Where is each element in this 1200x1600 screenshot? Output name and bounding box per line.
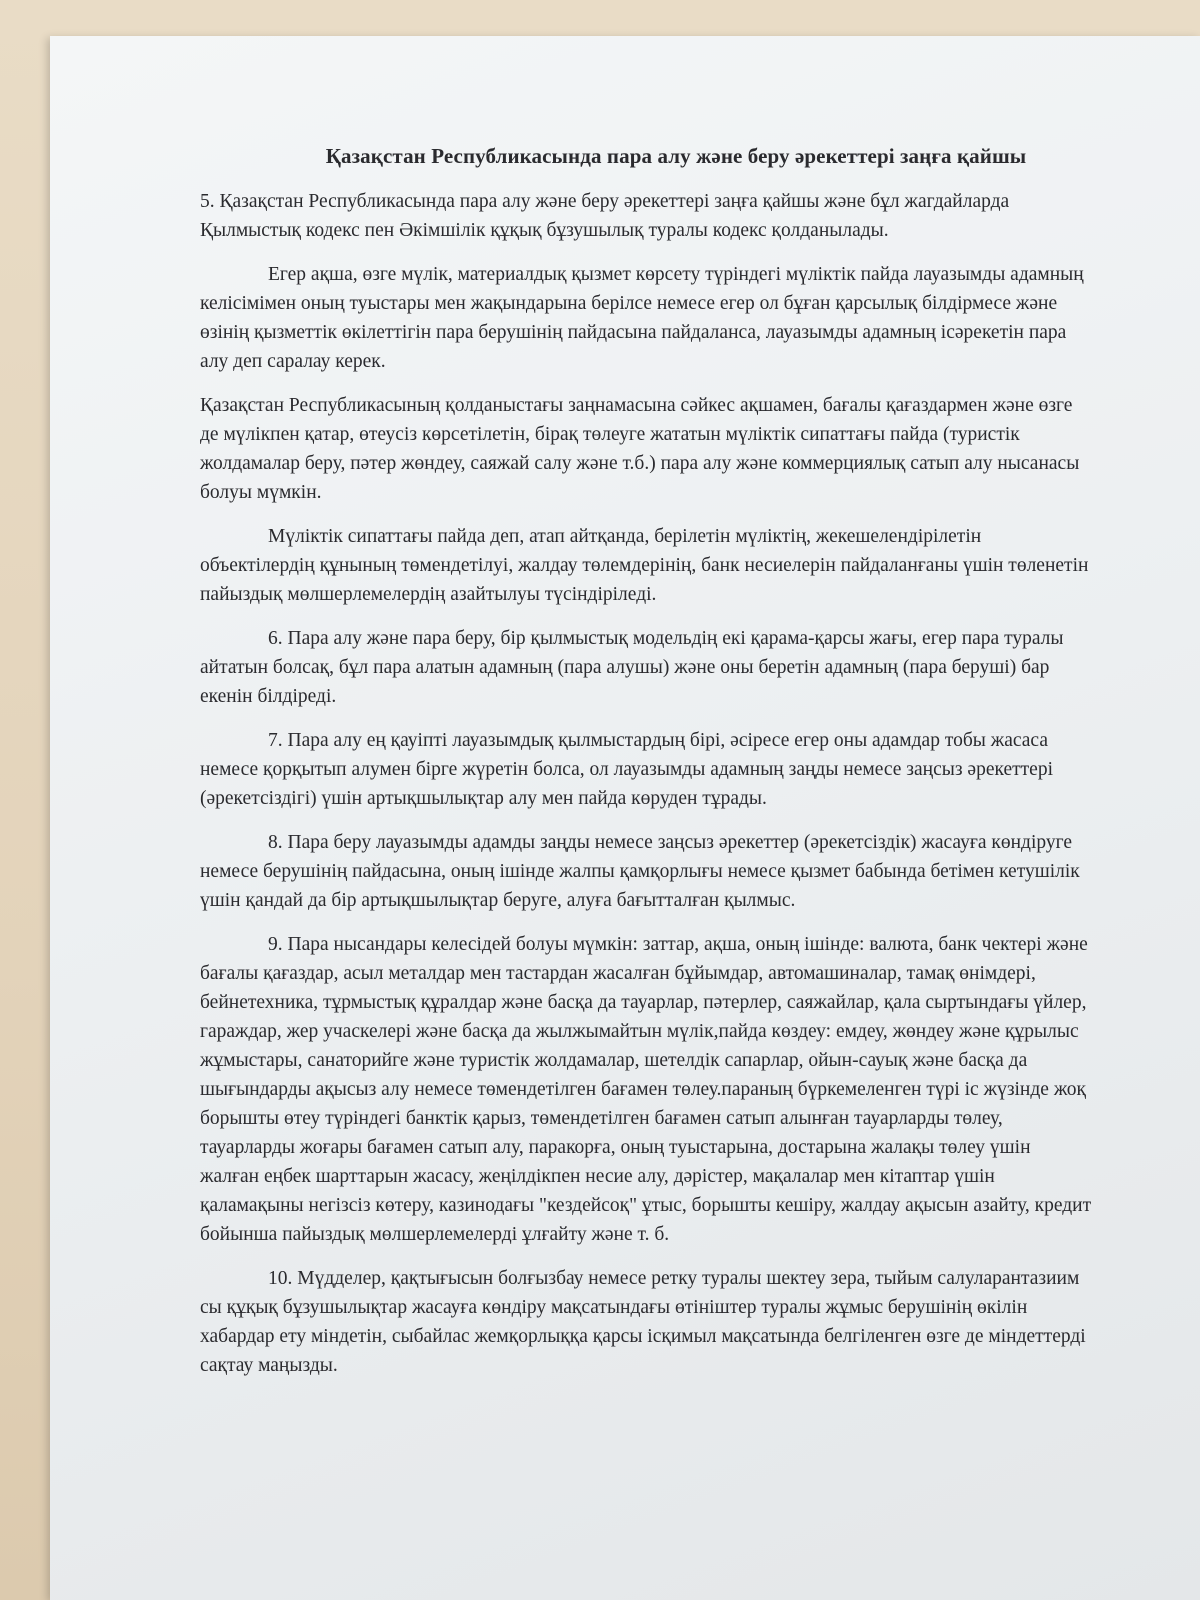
paragraph-legislation: Қазақстан Республикасының қолданыстағы заңнамасына сәйкес ақшамен, бағалы қағаздармен және өзге де мүлікпен қатар, өтеусіз көрсетілетін, бірақ төлеуге жататын мүліктік сипаттағы пайда (туристік жолдамалар беру, пәтер жөндеу, саяжай салу және т.б.) пара алу және коммерциялық сатып алу нысанасы болуы мүмкін. — [200, 395, 1080, 503]
paragraph-bribe-definition: Егер ақша, өзге мүлік, материалдық қызмет көрсету түріндегі мүліктік пайда лауазымды адамның келісімімен оның туыстары мен жақындарына берілсе немесе егер ол бұған қарсылық білдірмесе және өзінің қызметтік өкілеттігін пара берушінің пайдасына пайдаланса, лауазымды адамның ісәрекетін пара алу деп саралау керек. — [200, 264, 1084, 372]
paragraph-property-benefit: Мүліктік сипаттағы пайда деп, атап айтқанда, берілетін мүліктің, жекешелендірілетін объектілердің құнының төмендетілуі, жалдау төлемдерінің, банк несиелерін пайдаланғаны үшін төленетін пайыздық мөлшерлемелердің азайтылуы түсіндіріледі. — [200, 526, 1089, 605]
document-title: Қазақстан Республикасында пара алу және беру әрекеттері заңға қайшы — [325, 144, 1027, 168]
paragraph-6: 6. Пара алу және пара беру, бір қылмыстық модельдің екі қарама-қарсы жағы, егер пара туралы айтатын болсақ, бұл пара алатын адамның (пара алушы) және оны беретін адамның (пара беруші) бар екенін білдіреді. — [200, 628, 1064, 707]
paragraph-10: 10. Мүдделер, қақтығысын болғызбау немесе ретку туралы шектеу зера, тыйым салуларантазиим сы құқық бұзушылықтар жасауға көндіру мақсатындағы өтініштер туралы жұмыс берушінің өкілін хабардар ету міндетін, сыбайлас жемқорлыққа қарсы ісқимыл мақсатында белгіленген өзге де міндеттерді сақтау маңызды. — [200, 1268, 1086, 1376]
paragraph-8: 8. Пара беру лауазымды адамды заңды немесе заңсыз әрекеттер (әрекетсіздік) жасауға көндіруге немесе берушінің пайдасына, оның ішінде жалпы қамқорлығы немесе қызмет бабында бетімен кетушілік үшін қандай да бір артықшылықтар беруге, алуға бағытталған қылмыс. — [200, 832, 1080, 911]
document-page — [50, 36, 1200, 1600]
paragraph-7: 7. Пара алу ең қауіпті лауазымдық қылмыстардың бірі, әсіресе егер оны адамдар тобы жасаса немесе қорқытып алумен бірге жүретін болса, ол лауазымды адамның заңды немесе заңсыз әрекеттері (әрекетсіздігі) үшін артықшылықтар алу мен пайда көруден тұрады. — [200, 730, 1054, 809]
paragraph-5: 5. Қазақстан Республикасында пара алу және беру әрекеттері заңға қайшы және бұл жагдайларда Қылмыстық кодекс пен Әкімшілік құқық бұзушылық туралы кодекс қолданылады. — [200, 191, 1010, 241]
paragraph-9: 9. Пара нысандары келесідей болуы мүмкін: заттар, ақша, оның ішінде: валюта, банк чектері және бағалы қағаздар, асыл металдар мен тастардан жасалған бұйымдар, автомашиналар, тамақ өнімдері, бейнетехника, тұрмыстық құралдар және басқа да тауарлар, пәтерлер, саяжайлар, қала сыртындағы үйлер, гараждар, жер учаскелері және басқа да жылжымайтын мүлік,пайда көздеу: емдеу, жөндеу және құрылыс жұмыстары, санаторийге және туристік жолдамалар, шетелдік сапарлар, ойын-сауық және басқа да шығындарды ақысыз алу немесе төмендетілген бағамен төлеу.параның бүркемеленген түрі іс жүзінде жоқ борышты өтеу түріндегі банктік қарыз, төмендетілген бағамен сатып алынған тауарларды төлеу, тауарларды жоғары бағамен сатып алу, паракорға, оның туыстарына, достарына жалақы төлеу үшін жалған еңбек шарттарын жасасу, жеңілдікпен несие алу, дәрістер, мақалалар мен кітаптар үшін қаламақыны негізсіз көтеру, казинодағы "кездейсоқ" ұтыс, борышты кешіру, жалдау ақысын азайту, кредит бойынша пайыздық мөлшерлемелерді ұлғайту және т. б. — [200, 934, 1092, 1245]
